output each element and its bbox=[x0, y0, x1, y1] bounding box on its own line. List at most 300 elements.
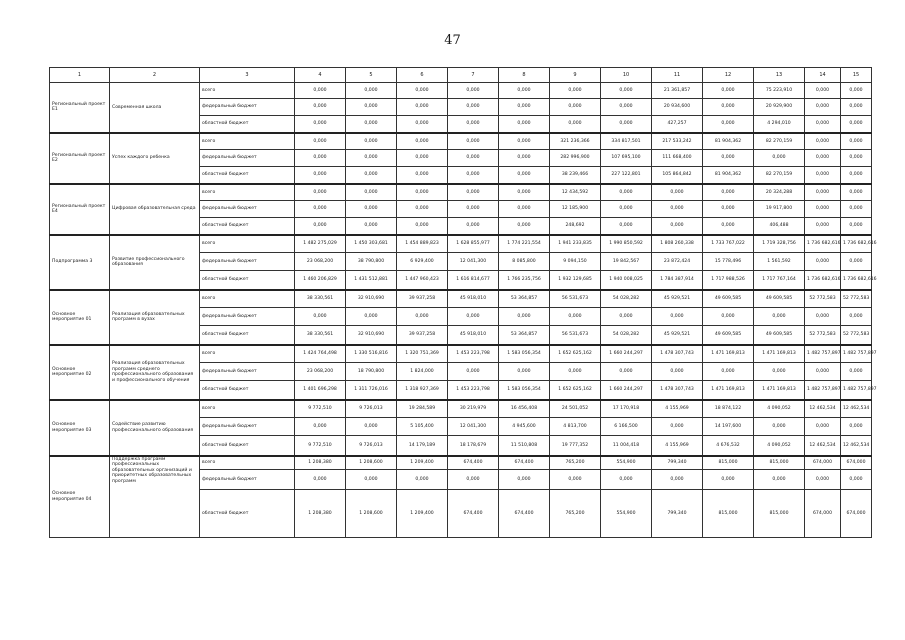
value-cell: 0,000 bbox=[295, 150, 346, 167]
value-cell: 0,000 bbox=[841, 218, 872, 235]
value-cell: 0,000 bbox=[601, 201, 652, 218]
value-cell: 0,000 bbox=[652, 184, 703, 201]
value-cell: 0,000 bbox=[841, 253, 872, 271]
header-cell-7: 7 bbox=[448, 68, 499, 83]
value-cell: 0,000 bbox=[295, 308, 346, 326]
value-cell: 0,000 bbox=[550, 99, 601, 116]
value-cell: 1 471 169,813 bbox=[703, 345, 754, 363]
value-cell: 30 219,979 bbox=[448, 400, 499, 418]
funding-source: всего bbox=[200, 400, 295, 418]
value-cell: 0,000 bbox=[601, 308, 652, 326]
value-cell: 0,000 bbox=[754, 308, 805, 326]
value-cell: 799,340 bbox=[652, 490, 703, 538]
value-cell: 12 462,534 bbox=[841, 436, 872, 456]
value-cell: 0,000 bbox=[499, 201, 550, 218]
value-cell: 1 208,380 bbox=[295, 456, 346, 470]
value-cell: 0,000 bbox=[652, 308, 703, 326]
header-row bbox=[50, 68, 872, 83]
value-cell: 0,000 bbox=[805, 133, 841, 150]
value-cell: 0,000 bbox=[346, 99, 397, 116]
value-cell: 53 364,857 bbox=[499, 326, 550, 345]
value-cell: 0,000 bbox=[652, 218, 703, 235]
value-cell: 674,000 bbox=[805, 490, 841, 538]
value-cell: 0,000 bbox=[805, 184, 841, 201]
table-row bbox=[50, 235, 872, 253]
value-cell: 21 361,857 bbox=[652, 83, 703, 99]
value-cell: 105 864,842 bbox=[652, 167, 703, 184]
value-cell: 0,000 bbox=[703, 150, 754, 167]
value-cell: 111 668,400 bbox=[652, 150, 703, 167]
value-cell: 20 324,288 bbox=[754, 184, 805, 201]
program-description: Содействие развитию профессионального образования bbox=[110, 400, 200, 456]
funding-source: областной бюджет bbox=[200, 271, 295, 290]
value-cell: 4 676,532 bbox=[703, 436, 754, 456]
value-cell: 1 736 682,616 bbox=[805, 235, 841, 253]
funding-source: федеральный бюджет bbox=[200, 308, 295, 326]
budget-table bbox=[49, 67, 877, 538]
program-name: Региональный проект Е2 bbox=[50, 133, 110, 184]
value-cell: 1 561,592 bbox=[754, 253, 805, 271]
value-cell: 0,000 bbox=[841, 133, 872, 150]
value-cell: 0,000 bbox=[601, 116, 652, 133]
value-cell: 0,000 bbox=[841, 116, 872, 133]
value-cell: 1 447 960,423 bbox=[397, 271, 448, 290]
value-cell: 17 170,918 bbox=[601, 400, 652, 418]
value-cell: 0,000 bbox=[754, 470, 805, 490]
value-cell: 1 482 757,897 bbox=[841, 345, 872, 363]
program-name: Подпрограмма 3 bbox=[50, 235, 110, 290]
value-cell: 49 609,585 bbox=[754, 290, 805, 308]
value-cell: 1 784 387,914 bbox=[652, 271, 703, 290]
value-cell: 1 431 512,881 bbox=[346, 271, 397, 290]
program-name: Основное мероприятие 02 bbox=[50, 345, 110, 400]
value-cell: 0,000 bbox=[805, 363, 841, 381]
value-cell: 45 929,521 bbox=[652, 326, 703, 345]
funding-source: всего bbox=[200, 456, 295, 470]
value-cell: 0,000 bbox=[601, 83, 652, 99]
value-cell: 82 270,159 bbox=[754, 167, 805, 184]
value-cell: 674,000 bbox=[841, 490, 872, 538]
value-cell: 23 872,424 bbox=[652, 253, 703, 271]
value-cell: 53 364,857 bbox=[499, 290, 550, 308]
value-cell: 1 766 235,756 bbox=[499, 271, 550, 290]
value-cell: 674,000 bbox=[841, 456, 872, 470]
value-cell: 4 945,600 bbox=[499, 418, 550, 436]
value-cell: 765,200 bbox=[550, 456, 601, 470]
funding-source: областной бюджет bbox=[200, 490, 295, 538]
value-cell: 0,000 bbox=[346, 133, 397, 150]
value-cell: 1 733 767,022 bbox=[703, 235, 754, 253]
value-cell: 0,000 bbox=[550, 470, 601, 490]
funding-source: всего bbox=[200, 345, 295, 363]
value-cell: 0,000 bbox=[841, 99, 872, 116]
value-cell: 19 842,567 bbox=[601, 253, 652, 271]
funding-source: федеральный бюджет bbox=[200, 150, 295, 167]
value-cell: 0,000 bbox=[805, 167, 841, 184]
value-cell: 20 929,900 bbox=[754, 99, 805, 116]
value-cell: 1 471 169,813 bbox=[754, 345, 805, 363]
value-cell: 0,000 bbox=[397, 133, 448, 150]
value-cell: 9 772,510 bbox=[295, 400, 346, 418]
value-cell: 1 736 682,616 bbox=[805, 271, 841, 290]
value-cell: 4 090,052 bbox=[754, 400, 805, 418]
value-cell: 1 736 682,616 bbox=[841, 271, 872, 290]
value-cell: 554,900 bbox=[601, 490, 652, 538]
header-cell-6: 6 bbox=[397, 68, 448, 83]
value-cell: 282 996,900 bbox=[550, 150, 601, 167]
table-row bbox=[50, 184, 872, 201]
value-cell: 12 434,592 bbox=[550, 184, 601, 201]
value-cell: 0,000 bbox=[703, 201, 754, 218]
value-cell: 0,000 bbox=[841, 308, 872, 326]
value-cell: 1 453 223,798 bbox=[448, 381, 499, 400]
value-cell: 0,000 bbox=[550, 116, 601, 133]
value-cell: 1 471 169,813 bbox=[703, 381, 754, 400]
value-cell: 0,000 bbox=[295, 218, 346, 235]
program-name: Основное мероприятие 01 bbox=[50, 290, 110, 345]
funding-source: федеральный бюджет bbox=[200, 253, 295, 271]
value-cell: 1 717 988,526 bbox=[703, 271, 754, 290]
value-cell: 1 583 056,354 bbox=[499, 345, 550, 363]
value-cell: 0,000 bbox=[805, 308, 841, 326]
value-cell: 0,000 bbox=[703, 308, 754, 326]
header-cell-4: 4 bbox=[295, 68, 346, 83]
program-name: Региональный проект Е4 bbox=[50, 184, 110, 235]
value-cell: 4 813,700 bbox=[550, 418, 601, 436]
value-cell: 0,000 bbox=[601, 470, 652, 490]
value-cell: 0,000 bbox=[499, 308, 550, 326]
value-cell: 18 790,800 bbox=[346, 363, 397, 381]
value-cell: 0,000 bbox=[295, 418, 346, 436]
value-cell: 9 772,510 bbox=[295, 436, 346, 456]
value-cell: 815,000 bbox=[754, 456, 805, 470]
value-cell: 4 090,052 bbox=[754, 436, 805, 456]
value-cell: 0,000 bbox=[295, 184, 346, 201]
value-cell: 0,000 bbox=[841, 470, 872, 490]
funding-source: областной бюджет bbox=[200, 381, 295, 400]
value-cell: 18 178,679 bbox=[448, 436, 499, 456]
value-cell: 8 085,800 bbox=[499, 253, 550, 271]
funding-source: федеральный бюджет bbox=[200, 363, 295, 381]
value-cell: 0,000 bbox=[754, 418, 805, 436]
value-cell: 0,000 bbox=[448, 201, 499, 218]
value-cell: 0,000 bbox=[499, 150, 550, 167]
value-cell: 14 179,189 bbox=[397, 436, 448, 456]
funding-source: областной бюджет bbox=[200, 116, 295, 133]
header-cell-10: 10 bbox=[601, 68, 652, 83]
value-cell: 1 616 814,677 bbox=[448, 271, 499, 290]
value-cell: 0,000 bbox=[346, 470, 397, 490]
value-cell: 6 166,500 bbox=[601, 418, 652, 436]
funding-source: всего bbox=[200, 235, 295, 253]
value-cell: 0,000 bbox=[448, 99, 499, 116]
value-cell: 56 531,673 bbox=[550, 290, 601, 308]
value-cell: 0,000 bbox=[448, 218, 499, 235]
value-cell: 38 330,561 bbox=[295, 326, 346, 345]
value-cell: 0,000 bbox=[397, 184, 448, 201]
value-cell: 0,000 bbox=[397, 167, 448, 184]
program-description: Развитие профессионального образования bbox=[110, 235, 200, 290]
value-cell: 0,000 bbox=[703, 470, 754, 490]
value-cell: 321 236,366 bbox=[550, 133, 601, 150]
value-cell: 674,400 bbox=[448, 490, 499, 538]
table-row bbox=[50, 83, 872, 99]
table-row bbox=[50, 290, 872, 308]
value-cell: 0,000 bbox=[295, 201, 346, 218]
value-cell: 0,000 bbox=[346, 150, 397, 167]
value-cell: 75 223,910 bbox=[754, 83, 805, 99]
value-cell: 0,000 bbox=[397, 308, 448, 326]
value-cell: 1 583 056,354 bbox=[499, 381, 550, 400]
value-cell: 427,257 bbox=[652, 116, 703, 133]
value-cell: 0,000 bbox=[499, 184, 550, 201]
value-cell: 0,000 bbox=[703, 116, 754, 133]
funding-source: всего bbox=[200, 83, 295, 99]
value-cell: 23 068,200 bbox=[295, 253, 346, 271]
value-cell: 1 824,000 bbox=[397, 363, 448, 381]
value-cell: 19 284,589 bbox=[397, 400, 448, 418]
value-cell: 0,000 bbox=[397, 150, 448, 167]
table-row bbox=[50, 133, 872, 150]
table-row bbox=[50, 400, 872, 418]
value-cell: 0,000 bbox=[448, 83, 499, 99]
value-cell: 1 660 244,297 bbox=[601, 381, 652, 400]
value-cell: 12 185,900 bbox=[550, 201, 601, 218]
value-cell: 0,000 bbox=[499, 218, 550, 235]
value-cell: 0,000 bbox=[448, 363, 499, 381]
value-cell: 49 609,585 bbox=[703, 290, 754, 308]
value-cell: 0,000 bbox=[652, 201, 703, 218]
value-cell: 1 209,400 bbox=[397, 456, 448, 470]
program-description: Успех каждого ребенка bbox=[110, 133, 200, 184]
value-cell: 0,000 bbox=[601, 99, 652, 116]
funding-source: областной бюджет bbox=[200, 326, 295, 345]
header-cell-8: 8 bbox=[499, 68, 550, 83]
value-cell: 0,000 bbox=[703, 218, 754, 235]
value-cell: 0,000 bbox=[448, 133, 499, 150]
value-cell: 56 531,673 bbox=[550, 326, 601, 345]
header-cell-14: 14 bbox=[805, 68, 841, 83]
value-cell: 1 208,380 bbox=[295, 490, 346, 538]
value-cell: 0,000 bbox=[397, 116, 448, 133]
program-description: Цифровая образовательная среда bbox=[110, 184, 200, 235]
value-cell: 0,000 bbox=[805, 253, 841, 271]
value-cell: 52 772,583 bbox=[841, 290, 872, 308]
value-cell: 0,000 bbox=[346, 184, 397, 201]
value-cell: 0,000 bbox=[601, 218, 652, 235]
header-cell-13: 13 bbox=[754, 68, 805, 83]
value-cell: 1 482 275,029 bbox=[295, 235, 346, 253]
value-cell: 1 932 129,685 bbox=[550, 271, 601, 290]
value-cell: 45 918,010 bbox=[448, 326, 499, 345]
value-cell: 52 772,583 bbox=[805, 326, 841, 345]
value-cell: 0,000 bbox=[397, 83, 448, 99]
value-cell: 0,000 bbox=[754, 150, 805, 167]
value-cell: 11 004,418 bbox=[601, 436, 652, 456]
value-cell: 0,000 bbox=[499, 167, 550, 184]
value-cell: 0,000 bbox=[703, 99, 754, 116]
table-row bbox=[50, 456, 872, 470]
value-cell: 1 652 625,162 bbox=[550, 381, 601, 400]
value-cell: 1 478 307,743 bbox=[652, 381, 703, 400]
value-cell: 0,000 bbox=[841, 83, 872, 99]
value-cell: 18 874,122 bbox=[703, 400, 754, 418]
value-cell: 54 028,282 bbox=[601, 290, 652, 308]
value-cell: 23 068,200 bbox=[295, 363, 346, 381]
program-description: Современная школа bbox=[110, 83, 200, 133]
header-cell-5: 5 bbox=[346, 68, 397, 83]
value-cell: 4 155,969 bbox=[652, 436, 703, 456]
program-name: Основное мероприятие 03 bbox=[50, 400, 110, 456]
value-cell: 12 462,534 bbox=[805, 436, 841, 456]
value-cell: 49 609,585 bbox=[754, 326, 805, 345]
value-cell: 0,000 bbox=[397, 201, 448, 218]
value-cell: 248,692 bbox=[550, 218, 601, 235]
value-cell: 5 105,400 bbox=[397, 418, 448, 436]
value-cell: 12 462,534 bbox=[805, 400, 841, 418]
value-cell: 0,000 bbox=[448, 116, 499, 133]
value-cell: 0,000 bbox=[448, 167, 499, 184]
value-cell: 1 453 223,798 bbox=[448, 345, 499, 363]
value-cell: 0,000 bbox=[295, 470, 346, 490]
value-cell: 0,000 bbox=[448, 150, 499, 167]
value-cell: 0,000 bbox=[397, 99, 448, 116]
value-cell: 15 778,496 bbox=[703, 253, 754, 271]
value-cell: 1 478 307,743 bbox=[652, 345, 703, 363]
value-cell: 4 155,969 bbox=[652, 400, 703, 418]
header-cell-15: 15 bbox=[841, 68, 872, 83]
funding-source: областной бюджет bbox=[200, 167, 295, 184]
value-cell: 227 122,801 bbox=[601, 167, 652, 184]
value-cell: 54 028,282 bbox=[601, 326, 652, 345]
value-cell: 0,000 bbox=[397, 470, 448, 490]
value-cell: 81 904,362 bbox=[703, 133, 754, 150]
value-cell: 0,000 bbox=[805, 83, 841, 99]
value-cell: 0,000 bbox=[448, 308, 499, 326]
value-cell: 0,000 bbox=[550, 363, 601, 381]
value-cell: 1 990 850,592 bbox=[601, 235, 652, 253]
value-cell: 0,000 bbox=[601, 184, 652, 201]
value-cell: 52 772,583 bbox=[805, 290, 841, 308]
value-cell: 0,000 bbox=[346, 167, 397, 184]
value-cell: 554,900 bbox=[601, 456, 652, 470]
value-cell: 1 774 221,554 bbox=[499, 235, 550, 253]
funding-source: областной бюджет bbox=[200, 436, 295, 456]
value-cell: 49 609,585 bbox=[703, 326, 754, 345]
value-cell: 12 041,300 bbox=[448, 418, 499, 436]
value-cell: 0,000 bbox=[841, 184, 872, 201]
value-cell: 19 777,352 bbox=[550, 436, 601, 456]
value-cell: 0,000 bbox=[295, 116, 346, 133]
funding-source: федеральный бюджет bbox=[200, 470, 295, 490]
value-cell: 0,000 bbox=[703, 363, 754, 381]
value-cell: 1 424 764,498 bbox=[295, 345, 346, 363]
value-cell: 0,000 bbox=[805, 418, 841, 436]
value-cell: 107 695,100 bbox=[601, 150, 652, 167]
value-cell: 1 471 169,813 bbox=[754, 381, 805, 400]
value-cell: 1 736 682,616 bbox=[841, 235, 872, 253]
value-cell: 82 270,159 bbox=[754, 133, 805, 150]
value-cell: 1 208,600 bbox=[346, 456, 397, 470]
value-cell: 0,000 bbox=[346, 116, 397, 133]
value-cell: 38 239,466 bbox=[550, 167, 601, 184]
value-cell: 815,000 bbox=[703, 490, 754, 538]
value-cell: 6 929,400 bbox=[397, 253, 448, 271]
page-number: 47 bbox=[444, 33, 461, 48]
value-cell: 406,488 bbox=[754, 218, 805, 235]
value-cell: 9 726,013 bbox=[346, 436, 397, 456]
value-cell: 32 910,690 bbox=[346, 290, 397, 308]
value-cell: 45 918,010 bbox=[448, 290, 499, 308]
value-cell: 52 772,583 bbox=[841, 326, 872, 345]
value-cell: 39 937,258 bbox=[397, 326, 448, 345]
value-cell: 1 628 855,977 bbox=[448, 235, 499, 253]
value-cell: 1 482 757,897 bbox=[805, 381, 841, 400]
value-cell: 0,000 bbox=[550, 308, 601, 326]
value-cell: 38 790,800 bbox=[346, 253, 397, 271]
value-cell: 0,000 bbox=[499, 116, 550, 133]
value-cell: 1 482 757,897 bbox=[841, 381, 872, 400]
value-cell: 1 450 303,681 bbox=[346, 235, 397, 253]
value-cell: 1 717 767,164 bbox=[754, 271, 805, 290]
funding-source: федеральный бюджет bbox=[200, 99, 295, 116]
program-description: Реализация образовательных программ в вузах bbox=[110, 290, 200, 345]
value-cell: 0,000 bbox=[805, 470, 841, 490]
value-cell: 0,000 bbox=[295, 99, 346, 116]
value-cell: 45 929,521 bbox=[652, 290, 703, 308]
funding-source: всего bbox=[200, 133, 295, 150]
value-cell: 81 904,362 bbox=[703, 167, 754, 184]
value-cell: 1 209,400 bbox=[397, 490, 448, 538]
value-cell: 1 941 233,835 bbox=[550, 235, 601, 253]
header-cell-1: 1 bbox=[50, 68, 110, 83]
value-cell: 0,000 bbox=[499, 363, 550, 381]
value-cell: 20 934,600 bbox=[652, 99, 703, 116]
value-cell: 0,000 bbox=[703, 184, 754, 201]
value-cell: 11 510,808 bbox=[499, 436, 550, 456]
program-description: Поддержка программ профессиональных образовательных организаций и приоритетных образовательных программ bbox=[110, 456, 200, 538]
value-cell: 0,000 bbox=[295, 167, 346, 184]
value-cell: 1 940 008,025 bbox=[601, 271, 652, 290]
value-cell: 12 462,534 bbox=[841, 400, 872, 418]
value-cell: 1 652 625,162 bbox=[550, 345, 601, 363]
value-cell: 1 660 244,297 bbox=[601, 345, 652, 363]
value-cell: 0,000 bbox=[805, 150, 841, 167]
funding-source: всего bbox=[200, 184, 295, 201]
value-cell: 1 454 889,823 bbox=[397, 235, 448, 253]
value-cell: 0,000 bbox=[805, 201, 841, 218]
value-cell: 1 460 206,829 bbox=[295, 271, 346, 290]
value-cell: 0,000 bbox=[397, 218, 448, 235]
value-cell: 14 197,600 bbox=[703, 418, 754, 436]
value-cell: 0,000 bbox=[346, 308, 397, 326]
value-cell: 4 294,010 bbox=[754, 116, 805, 133]
value-cell: 674,400 bbox=[448, 456, 499, 470]
value-cell: 0,000 bbox=[652, 363, 703, 381]
funding-source: всего bbox=[200, 290, 295, 308]
value-cell: 0,000 bbox=[805, 218, 841, 235]
value-cell: 0,000 bbox=[841, 363, 872, 381]
value-cell: 24 501,052 bbox=[550, 400, 601, 418]
value-cell: 1 320 751,369 bbox=[397, 345, 448, 363]
value-cell: 815,000 bbox=[703, 456, 754, 470]
value-cell: 0,000 bbox=[346, 218, 397, 235]
header-cell-2: 2 bbox=[110, 68, 200, 83]
value-cell: 9 726,013 bbox=[346, 400, 397, 418]
value-cell: 0,000 bbox=[550, 83, 601, 99]
value-cell: 674,400 bbox=[499, 456, 550, 470]
funding-source: областной бюджет bbox=[200, 218, 295, 235]
